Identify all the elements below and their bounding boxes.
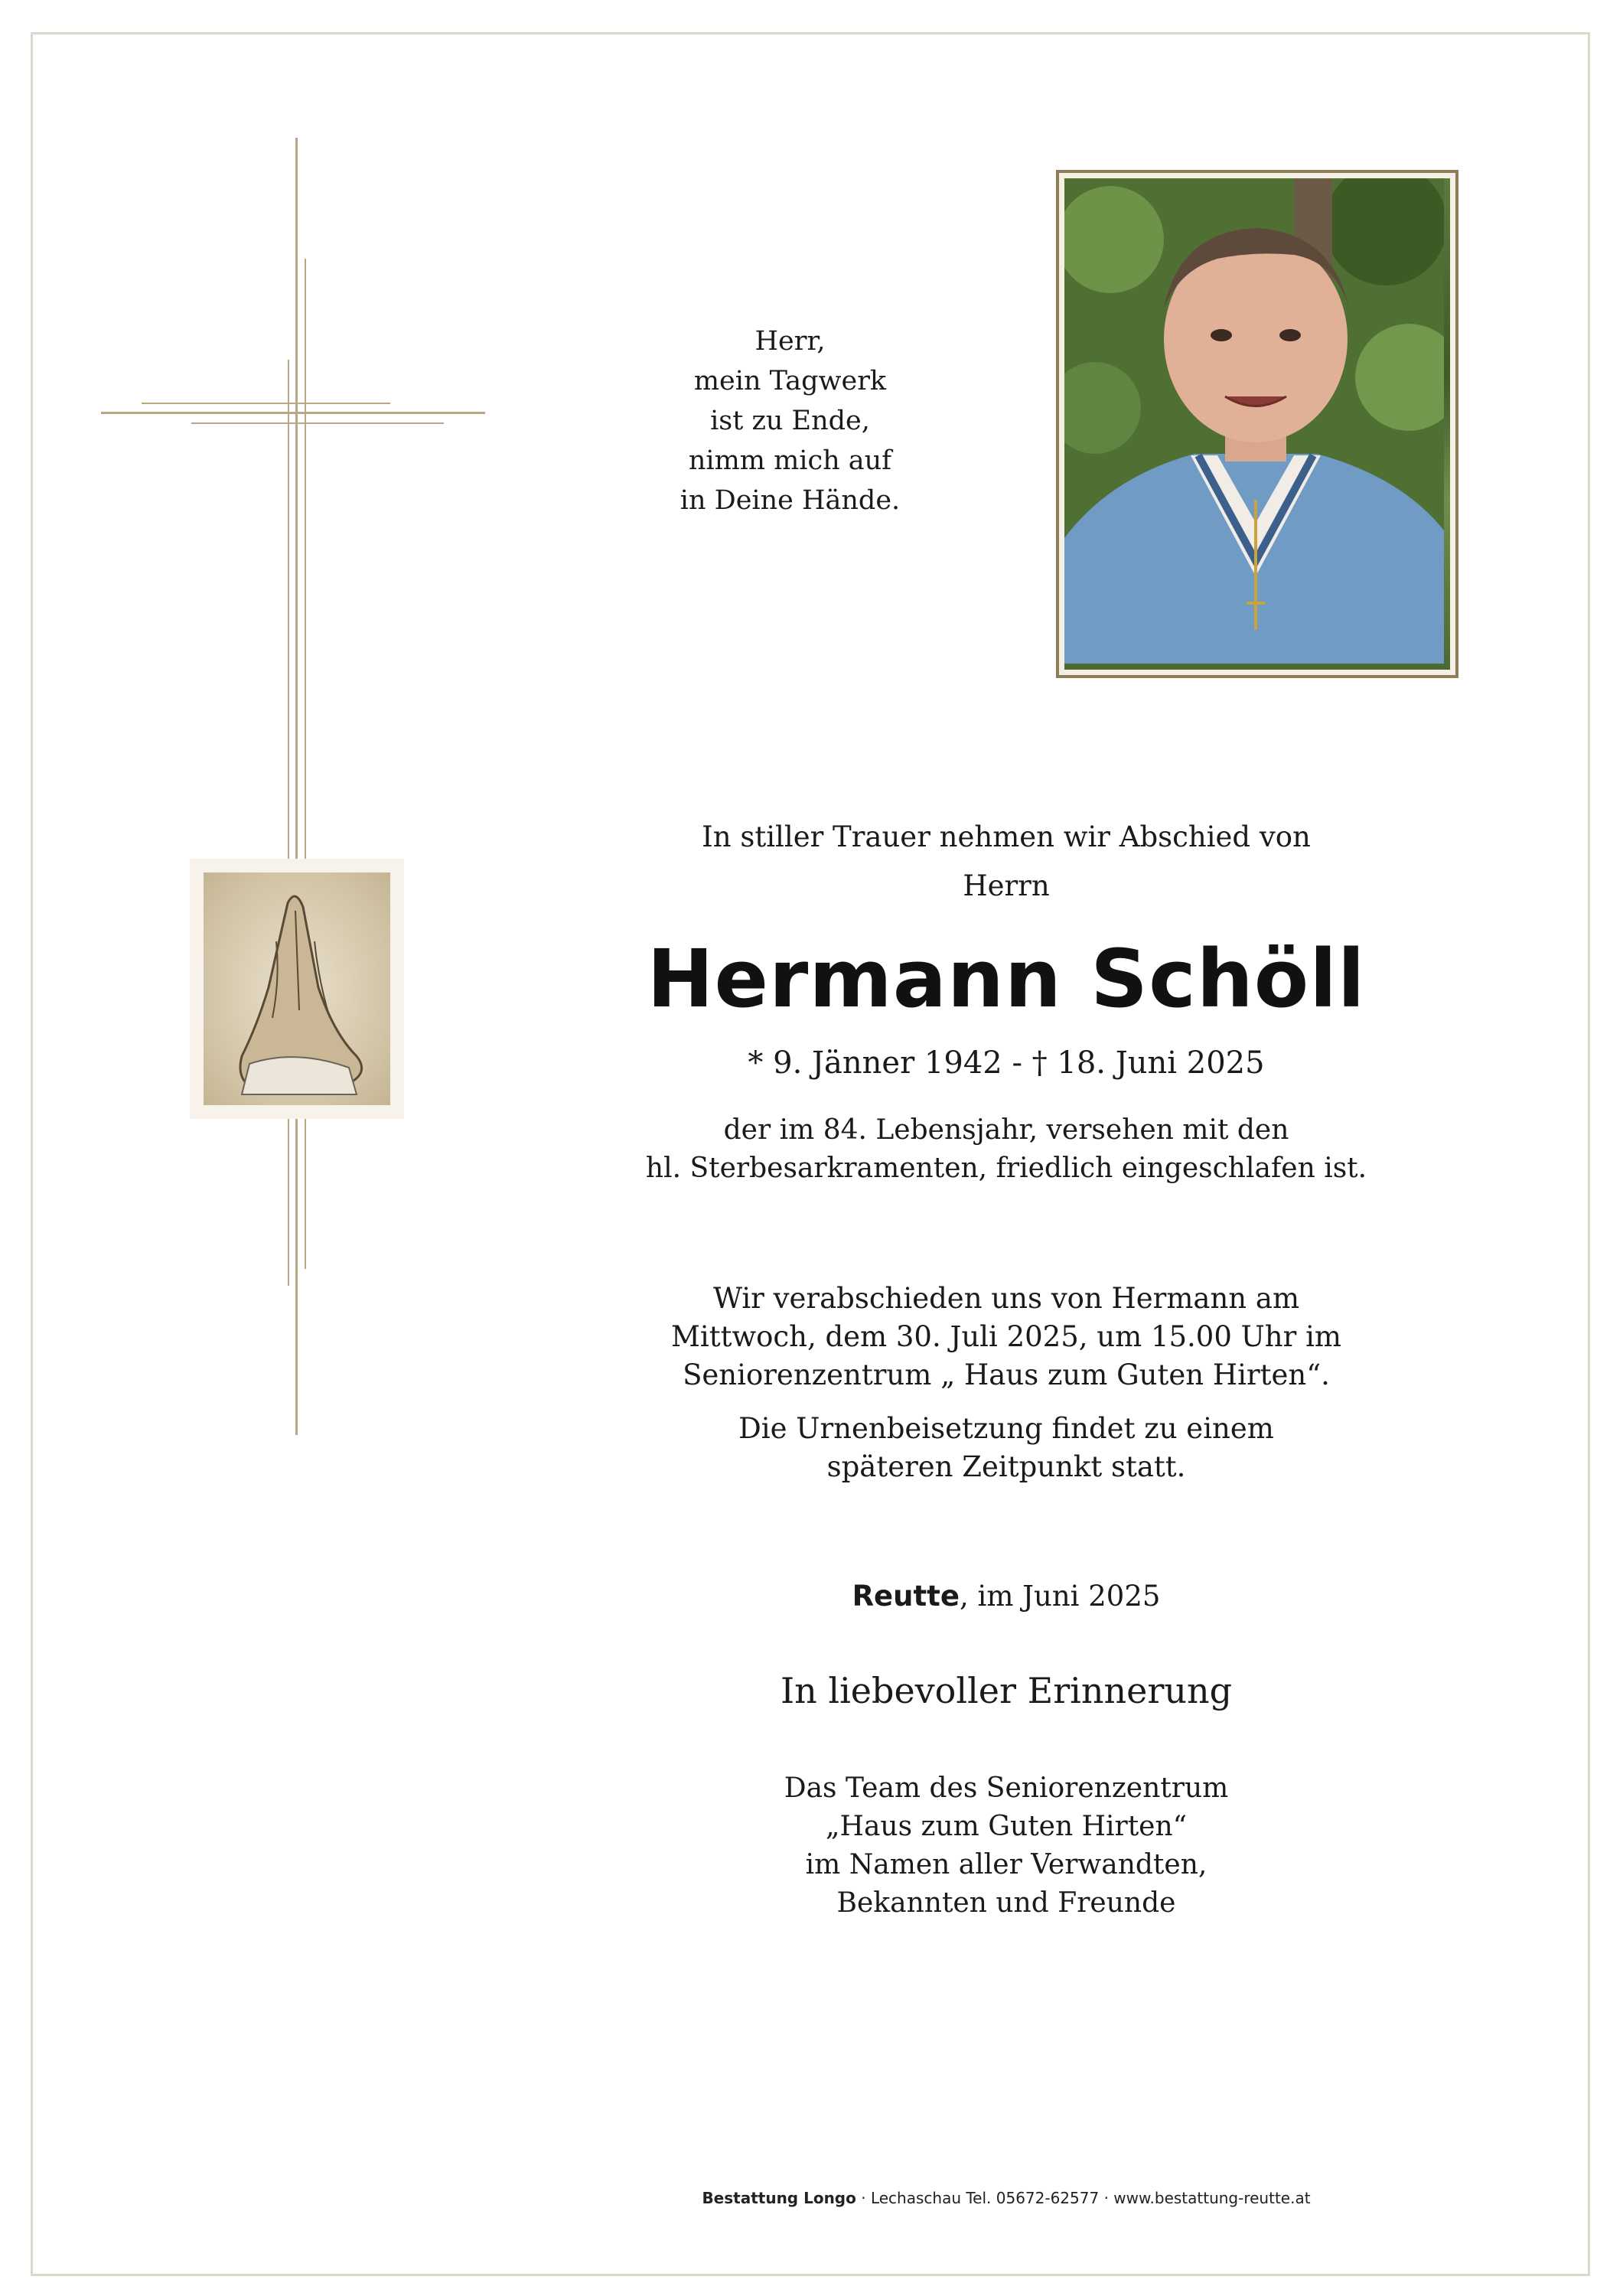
praying-hands-image <box>190 859 404 1119</box>
place-city: Reutte <box>852 1580 960 1613</box>
verse-line: nimm mich auf <box>688 445 892 476</box>
verse-line: Herr, <box>754 326 826 357</box>
verse-line: in Deine Hände. <box>680 485 901 516</box>
praying-hands-icon <box>204 872 390 1105</box>
mourners-text <box>589 1769 1423 1923</box>
portrait-frame <box>1056 170 1458 678</box>
portrait-illustration <box>1064 178 1444 664</box>
prayer-verse <box>654 321 926 520</box>
ceremony-line: Mittwoch, dem 30. Juli 2025, um 15.00 Uhr im <box>670 1320 1342 1353</box>
deceased-name: Hermann Schöll <box>647 932 1366 1026</box>
intro-line: In stiller Trauer nehmen wir Abschied von <box>702 820 1311 853</box>
ceremony-text <box>589 1280 1423 1394</box>
ceremony-line: Seniorenzentrum „ Haus zum Guten Hirten“. <box>683 1358 1330 1391</box>
urn-line: Die Urnenbeisetzung findet zu einem <box>738 1412 1274 1445</box>
life-line: hl. Sterbesarkramenten, friedlich eingeschlafen ist. <box>645 1153 1367 1184</box>
mourners-line: „Haus zum Guten Hirten“ <box>825 1811 1188 1842</box>
mourners-line: im Namen aller Verwandten, <box>805 1849 1207 1880</box>
intro-salutation: Herrn <box>963 869 1050 902</box>
verse-line: ist zu Ende, <box>710 406 870 436</box>
portrait-photo <box>1064 178 1450 670</box>
footer-firm: Bestattung Longo <box>702 2189 856 2207</box>
ceremony-line: Wir verabschieden uns von Hermann am <box>712 1282 1300 1315</box>
footer-details: · Lechaschau Tel. 05672-62577 · www.bestattung-reutte.at <box>855 2189 1311 2207</box>
place-month: , im Juni 2025 <box>959 1580 1161 1613</box>
place-date <box>589 1580 1423 1613</box>
remembrance-heading: In liebevoller Erinnerung <box>780 1670 1233 1711</box>
footer-imprint <box>589 2189 1423 2207</box>
mourners-line: Bekannten und Freunde <box>836 1887 1176 1919</box>
mourners-line: Das Team des Seniorenzentrum <box>784 1773 1229 1804</box>
urn-line: späteren Zeitpunkt statt. <box>826 1450 1186 1483</box>
urn-text <box>589 1410 1423 1486</box>
intro-text <box>589 813 1423 911</box>
life-text <box>589 1111 1423 1188</box>
verse-line: mein Tagwerk <box>693 366 887 396</box>
life-dates: * 9. Jänner 1942 - † 18. Juni 2025 <box>748 1045 1265 1081</box>
life-line: der im 84. Lebensjahr, versehen mit den <box>723 1114 1289 1146</box>
